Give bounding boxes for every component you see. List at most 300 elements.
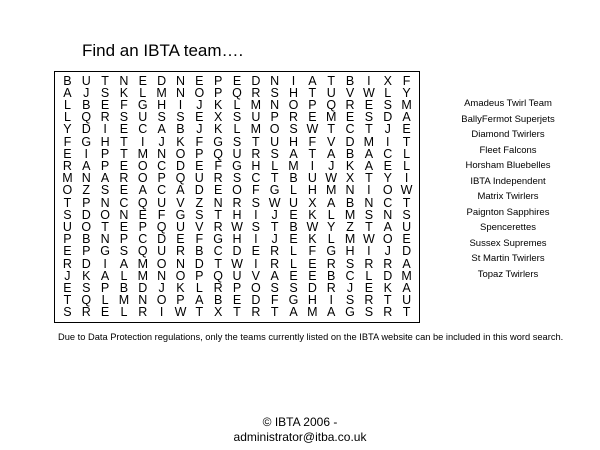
grid-letter: W — [400, 183, 413, 198]
grid-letter: J — [64, 268, 71, 283]
grid-letter: T — [101, 220, 109, 234]
grid-letter: S — [119, 244, 129, 259]
grid-letter: M — [344, 207, 356, 222]
grid-letter: D — [138, 281, 148, 295]
grid-letter: U — [81, 73, 91, 88]
grid-letter: D — [251, 73, 261, 88]
team-name: Spencerettes — [480, 222, 536, 233]
grid-letter: M — [137, 268, 148, 283]
grid-letter: L — [290, 256, 297, 271]
grid-letter: H — [232, 232, 242, 247]
grid-letter: S — [157, 110, 166, 125]
grid-letter: I — [84, 146, 88, 161]
grid-letter: B — [289, 220, 298, 234]
grid-letter: P — [308, 98, 317, 112]
grid-letter: Q — [156, 220, 167, 234]
team-name: Amadeus Twirl Team — [464, 98, 552, 109]
grid-letter: X — [308, 195, 317, 210]
grid-letter: Z — [82, 183, 91, 198]
grid-letter: A — [402, 281, 411, 295]
grid-letter: S — [251, 195, 260, 210]
grid-letter: F — [195, 134, 204, 149]
grid-letter: R — [345, 98, 355, 112]
grid-letter: O — [288, 98, 299, 112]
grid-letter: I — [103, 122, 107, 137]
grid-letter: S — [364, 110, 374, 125]
grid-letter: Q — [213, 146, 224, 161]
grid-letter: D — [383, 268, 393, 283]
grid-letter: E — [138, 73, 147, 88]
grid-letter: N — [270, 98, 280, 112]
grid-letter: R — [213, 220, 223, 234]
grid-letter: O — [100, 207, 110, 222]
grid-letter: Q — [175, 171, 186, 186]
grid-letter: I — [367, 73, 371, 88]
letter-grid — [58, 75, 416, 319]
grid-letter: A — [289, 305, 298, 320]
grid-letter: A — [100, 268, 110, 283]
grid-letter: L — [63, 110, 71, 125]
grid-letter: T — [327, 73, 336, 88]
grid-letter: S — [100, 85, 110, 100]
grid-letter: E — [100, 98, 110, 112]
grid-letter: E — [308, 268, 317, 283]
grid-letter: R — [81, 305, 91, 320]
grid-letter: A — [82, 159, 91, 173]
grid-letter: U — [251, 110, 261, 125]
grid-letter: Y — [402, 85, 411, 100]
grid-letter: P — [232, 281, 242, 295]
grid-letter: O — [175, 146, 186, 161]
grid-letter: N — [175, 73, 185, 88]
grid-letter: T — [214, 207, 222, 222]
grid-letter: O — [382, 183, 393, 198]
grid-letter: C — [251, 171, 261, 186]
grid-letter: K — [82, 268, 91, 283]
grid-letter: D — [194, 183, 204, 198]
grid-letter: J — [384, 122, 391, 137]
grid-letter: E — [195, 110, 204, 125]
grid-letter: A — [327, 195, 336, 210]
grid-letter: U — [62, 220, 72, 234]
grid-letter: G — [213, 134, 224, 149]
grid-letter: V — [195, 220, 204, 234]
grid-letter: H — [100, 134, 110, 149]
grid-letter: B — [195, 244, 204, 259]
team-name: St Martin Twirlers — [471, 253, 545, 264]
grid-letter: I — [385, 134, 390, 149]
grid-letter: T — [270, 171, 279, 186]
grid-letter: R — [213, 281, 223, 295]
grid-letter: J — [158, 281, 165, 295]
grid-letter: W — [306, 220, 319, 234]
team-name: Sussex Supremes — [469, 237, 547, 249]
grid-letter: C — [345, 122, 355, 137]
grid-letter: R — [62, 256, 72, 271]
grid-letter: H — [345, 244, 355, 259]
grid-letter: B — [119, 281, 129, 295]
grid-letter: E — [63, 281, 72, 295]
grid-letter: E — [119, 122, 129, 137]
grid-letter: M — [401, 268, 412, 283]
grid-letter: E — [364, 98, 374, 112]
grid-letter: D — [175, 159, 185, 173]
team-name: IBTA Independent — [470, 175, 546, 187]
grid-letter: W — [306, 122, 319, 137]
grid-letter: S — [232, 110, 242, 125]
grid-letter: N — [383, 207, 393, 222]
grid-letter: I — [367, 244, 371, 259]
grid-letter: A — [402, 110, 411, 125]
grid-letter: L — [403, 159, 411, 173]
grid-letter: S — [270, 146, 279, 161]
grid-letter: K — [176, 281, 185, 295]
grid-letter: P — [100, 146, 110, 161]
grid-letter: M — [250, 122, 262, 137]
grid-letter: O — [382, 232, 393, 247]
grid-letter: W — [362, 232, 375, 247]
grid-letter: E — [213, 183, 223, 198]
grid-letter: A — [402, 256, 411, 271]
grid-letter: X — [213, 110, 223, 125]
grid-letter: E — [119, 183, 129, 198]
grid-letter: C — [157, 159, 167, 173]
grid-letter: R — [270, 256, 280, 271]
grid-letter: D — [383, 110, 393, 125]
grid-letter: A — [138, 183, 147, 198]
grid-letter: E — [251, 244, 260, 259]
footer-copyright: © IBTA 2006 - — [262, 415, 338, 429]
grid-letter: M — [325, 183, 337, 198]
grid-letter: A — [100, 171, 110, 186]
grid-letter: O — [175, 268, 186, 283]
team-name: Diamond Twirlers — [471, 129, 545, 140]
grid-letter: Y — [63, 122, 72, 137]
grid-letter: G — [81, 134, 92, 149]
grid-letter: O — [137, 171, 148, 186]
grid-letter: R — [251, 85, 261, 100]
grid-letter: V — [327, 134, 336, 149]
grid-letter: L — [403, 146, 411, 161]
grid-letter: D — [157, 73, 167, 88]
grid-letter: O — [81, 220, 92, 234]
grid-letter: S — [402, 207, 411, 222]
grid-letter: N — [100, 232, 110, 247]
grid-letter: E — [232, 73, 242, 88]
grid-letter: E — [232, 293, 242, 308]
grid-letter: M — [156, 85, 167, 100]
grid-letter: A — [308, 73, 317, 88]
grid-letter: H — [307, 183, 317, 198]
grid-letter: K — [308, 207, 317, 222]
grid-letter: T — [252, 134, 260, 149]
grid-letter: S — [364, 305, 374, 320]
grid-letter: P — [82, 195, 91, 210]
grid-letter: D — [81, 256, 91, 271]
grid-letter: W — [325, 171, 338, 186]
grid-letter: M — [401, 98, 412, 112]
grid-letter: R — [138, 305, 148, 320]
grid-letter: D — [402, 244, 412, 259]
grid-letter: E — [402, 122, 411, 137]
grid-letter: N — [364, 195, 374, 210]
grid-letter: N — [81, 171, 91, 186]
grid-letter: D — [157, 232, 167, 247]
grid-letter: R — [326, 256, 336, 271]
grid-letter: N — [175, 85, 185, 100]
grid-letter: G — [269, 183, 280, 198]
grid-letter: N — [138, 293, 148, 308]
grid-letter: A — [327, 146, 336, 161]
grid-letter: E — [119, 159, 129, 173]
grid-letter: T — [365, 171, 373, 186]
grid-letter: H — [289, 134, 299, 149]
grid-letter: B — [63, 73, 72, 88]
grid-letter: S — [82, 281, 91, 295]
grid-letter: S — [270, 85, 279, 100]
grid-letter: S — [289, 122, 298, 137]
grid-letter: P — [100, 281, 110, 295]
grid-letter: L — [120, 268, 128, 283]
grid-letter: E — [195, 73, 204, 88]
grid-letter: F — [308, 134, 317, 149]
grid-letter: I — [404, 171, 409, 186]
grid-letter: R — [383, 305, 393, 320]
grid-letter: B — [345, 146, 355, 161]
grid-letter: O — [194, 85, 205, 100]
grid-letter: E — [402, 232, 411, 247]
grid-letter: S — [345, 293, 355, 308]
page-title: Find an IBTA team…. — [82, 41, 244, 60]
grid-letter: W — [362, 85, 375, 100]
grid-letter: T — [120, 146, 128, 161]
team-name: BallyFermot Superjets — [461, 113, 555, 125]
grid-letter: F — [120, 98, 128, 112]
grid-letter: F — [308, 244, 317, 259]
grid-letter: J — [384, 244, 391, 259]
grid-letter: A — [364, 146, 374, 161]
grid-letter: A — [289, 146, 298, 161]
grid-letter: S — [195, 207, 204, 222]
grid-letter: U — [326, 85, 336, 100]
grid-letter: J — [196, 122, 203, 137]
grid-letter: T — [365, 122, 373, 137]
grid-letter: T — [383, 293, 392, 308]
grid-letter: T — [63, 195, 72, 210]
grid-letter: E — [345, 110, 355, 125]
grid-letter: B — [327, 268, 336, 283]
grid-letter: V — [345, 85, 355, 100]
grid-letter: A — [327, 305, 336, 320]
grid-letter: R — [383, 256, 393, 271]
grid-letter: S — [364, 207, 374, 222]
grid-letter: O — [269, 122, 280, 137]
grid-letter: T — [365, 220, 373, 234]
grid-letter: T — [270, 220, 279, 234]
grid-letter: Q — [326, 98, 337, 112]
grid-letter: E — [195, 159, 204, 173]
grid-letter: D — [81, 122, 91, 137]
grid-letter: M — [344, 232, 356, 247]
grid-letter: P — [270, 110, 279, 125]
grid-letter: E — [308, 110, 317, 125]
grid-letter: L — [327, 207, 335, 222]
grid-letter: N — [157, 146, 167, 161]
footer-email: administrator@itba.co.uk — [233, 430, 367, 444]
grid-letter: U — [289, 195, 299, 210]
data-protection-note: Due to Data Protection regulations, only the teams currently listed on the IBTA website can be included in this word search. — [58, 332, 564, 342]
grid-letter: P — [195, 268, 204, 283]
grid-letter: R — [175, 244, 185, 259]
grid-letter: B — [213, 293, 223, 308]
grid-letter: B — [345, 73, 355, 88]
word-search-grid — [54, 71, 420, 323]
grid-letter: E — [63, 146, 72, 161]
grid-letter: E — [289, 268, 298, 283]
grid-letter: O — [156, 293, 167, 308]
grid-letter: E — [289, 232, 298, 247]
grid-letter: E — [138, 207, 147, 222]
grid-letter: U — [402, 220, 412, 234]
grid-letter: P — [63, 232, 72, 247]
grid-letter: G — [326, 244, 337, 259]
grid-letter: W — [174, 305, 187, 320]
grid-letter: C — [383, 146, 393, 161]
grid-letter: S — [232, 171, 242, 186]
grid-letter: H — [251, 159, 261, 173]
grid-letter: U — [270, 134, 280, 149]
grid-letter: J — [271, 207, 278, 222]
grid-letter: L — [233, 122, 241, 137]
grid-letter: S — [289, 281, 298, 295]
grid-letter: N — [157, 268, 167, 283]
grid-letter: T — [214, 256, 222, 271]
grid-letter: K — [119, 85, 129, 100]
grid-letter: I — [103, 256, 107, 271]
team-name: Topaz Twirlers — [477, 268, 539, 280]
grid-letter: M — [288, 159, 299, 173]
grid-letter: S — [345, 256, 355, 271]
grid-letter: L — [384, 85, 392, 100]
grid-letter: N — [175, 256, 185, 271]
grid-letter: N — [213, 195, 223, 210]
grid-letter: V — [251, 268, 260, 283]
grid-letter: H — [307, 293, 317, 308]
grid-letter: J — [328, 159, 335, 173]
grid-letter: I — [254, 232, 258, 247]
grid-letter: C — [157, 183, 167, 198]
grid-letter: L — [120, 305, 128, 320]
grid-letter: L — [101, 293, 109, 308]
grid-letter: U — [138, 110, 148, 125]
grid-letter: B — [82, 232, 91, 247]
grid-letter: S — [63, 207, 72, 222]
grid-letter: F — [214, 159, 222, 173]
grid-letter: W — [231, 256, 243, 271]
grid-letter: T — [120, 134, 128, 149]
grid-letter: Q — [137, 244, 148, 259]
grid-letter: L — [139, 85, 147, 100]
grid-letter: I — [141, 134, 145, 149]
grid-letter: A — [176, 183, 185, 198]
grid-letter: D — [307, 281, 317, 295]
grid-letter: E — [100, 305, 110, 320]
grid-letter: U — [232, 146, 242, 161]
grid-letter: K — [213, 98, 223, 112]
grid-letter: B — [82, 98, 91, 112]
grid-letter: K — [345, 159, 355, 173]
grid-letter: C — [213, 244, 223, 259]
grid-letter: I — [291, 73, 296, 88]
team-word-list — [422, 96, 594, 282]
grid-letter: E — [364, 281, 374, 295]
grid-letter: M — [250, 98, 262, 112]
grid-letter: F — [252, 183, 260, 198]
grid-letter: R — [232, 195, 242, 210]
grid-letter: T — [402, 195, 411, 210]
grid-letter: R — [251, 146, 261, 161]
grid-letter: N — [100, 195, 110, 210]
grid-letter: U — [157, 195, 167, 210]
grid-letter: E — [289, 207, 298, 222]
grid-letter: R — [289, 110, 299, 125]
grid-letter: R — [100, 110, 110, 125]
grid-letter: K — [383, 281, 392, 295]
grid-letter: I — [159, 305, 164, 320]
grid-letter: R — [119, 171, 129, 186]
grid-letter: E — [308, 256, 317, 271]
team-name: Horsham Bluebelles — [465, 160, 551, 171]
grid-letter: M — [62, 171, 73, 186]
grid-letter: P — [82, 244, 91, 259]
grid-letter: O — [156, 256, 167, 271]
team-name: Matrix Twirlers — [477, 191, 539, 202]
grid-letter: L — [290, 183, 297, 198]
grid-letter: P — [100, 159, 110, 173]
grid-letter: K — [308, 232, 317, 247]
grid-letter: R — [251, 305, 261, 320]
grid-letter: Y — [383, 171, 392, 186]
grid-letter: P — [213, 73, 223, 88]
grid-letter: A — [383, 220, 392, 234]
grid-letter: P — [157, 171, 166, 186]
grid-letter: F — [270, 293, 279, 308]
grid-letter: T — [63, 293, 72, 308]
grid-letter: S — [251, 220, 260, 234]
grid-letter: R — [364, 256, 374, 271]
grid-letter: M — [137, 256, 148, 271]
grid-letter: D — [232, 244, 242, 259]
grid-letter: L — [365, 268, 373, 283]
grid-letter: T — [327, 122, 336, 137]
grid-letter: R — [326, 281, 336, 295]
grid-letter: B — [345, 195, 355, 210]
grid-letter: A — [195, 293, 204, 308]
grid-letter: L — [63, 98, 71, 112]
grid-letter: Q — [137, 195, 148, 210]
grid-letter: W — [231, 220, 243, 234]
grid-letter: H — [232, 207, 242, 222]
grid-letter: L — [233, 98, 241, 112]
grid-letter: T — [402, 134, 411, 149]
grid-letter: S — [383, 98, 392, 112]
grid-letter: O — [62, 183, 73, 198]
grid-letter: H — [289, 85, 299, 100]
grid-letter: X — [383, 73, 392, 88]
grid-letter: T — [308, 146, 317, 161]
grid-letter: J — [346, 281, 354, 295]
grid-letter: M — [137, 146, 148, 161]
